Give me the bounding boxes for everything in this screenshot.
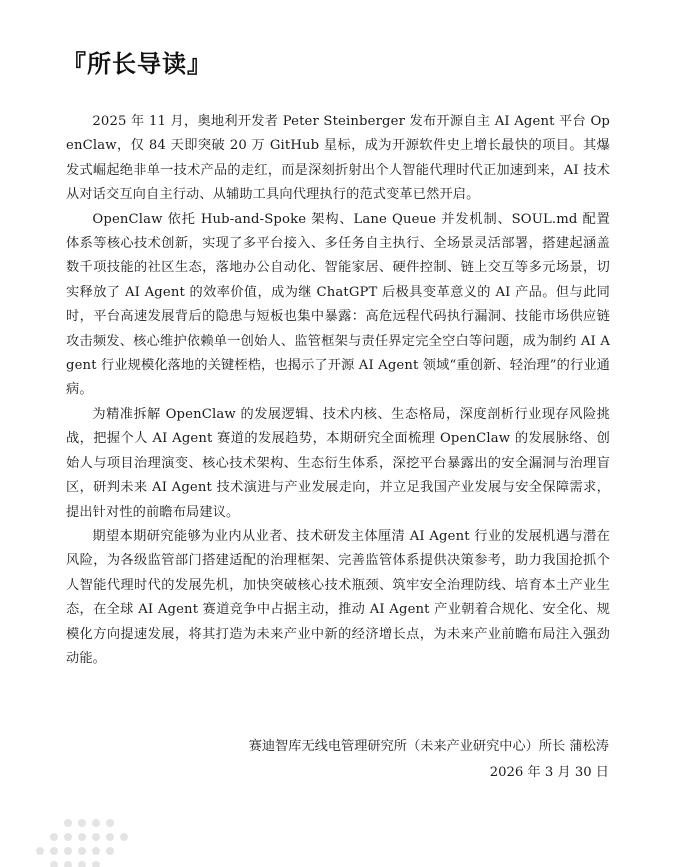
- signature-block: [249, 734, 609, 786]
- page-title: 『所长导读』: [62, 49, 212, 78]
- signature-author: 赛迪智库无线电管理研究所（未来产业研究中心）所长 蒲松涛: [248, 739, 609, 754]
- paragraph-3: 为精准拆解 OpenClaw 的发展逻辑、技术内核、生态格局，深度剖析行业现存风险挑战，把握个人 AI Agent 赛道的发展趋势，本期研究全面梳理 OpenClaw 的发展脉络、创始人与项目治理演变、核心技术架构、生态衍生体系，深挖平台暴露出的安全漏洞与治理盲区，研判未来 AI Agent 技术演进与产业发展走向，并立足我国产业发展与安全保障需求，提出针对性的前瞻布局建议。: [66, 406, 610, 520]
- paragraph-2: OpenClaw 依托 Hub-and-Spoke 架构、Lane Queue 并发机制、SOUL.md 配置体系等核心技术创新，实现了多平台接入、多任务自主执行、全场景灵活部署，搭建起涵盖数千项技能的社区生态，落地办公自动化、智能家居、硬件控制、链上交互等多元场景，切实释放了 AI Agent 的效率价值，成为继 ChatGPT 后极具变革意义的 AI 产品。但与此同时，平台高速发展背后的隐患与短板也集中暴露：高危远程代码执行漏洞、技能市场供应链攻击频发、核心维护依赖单一创始人、监管框架与责任界定完全空白等问题，成为制约 AI Agent 行业规模化落地的关键桎梏，也揭示了开源 AI Agent 领域“重创新、轻治理”的行业通病。: [66, 211, 610, 398]
- preface-body: [66, 110, 610, 671]
- signature-date: 2026 年 3 月 30 日: [489, 765, 609, 780]
- dot-pattern-icon: [30, 815, 140, 867]
- paragraph-1: 2025 年 11 月，奥地利开发者 Peter Steinberger 发布开源自主 AI Agent 平台 OpenClaw，仅 84 天即突破 20 万 GitHub 星标，成为开源软件史上增长最快的项目。其爆发式崛起绝非单一技术产品的走红，而是深刻折射出个人智能代理时代正加速到来，AI 技术从对话交互向自主行动、从辅助工具向代理执行的范式变革已然开启。: [66, 114, 610, 203]
- paragraph-4: 期望本期研究能够为业内从业者、技术研发主体厘清 AI Agent 行业的发展机遇与潜在风险，为各级监管部门搭建适配的治理框架、完善监管体系提供决策参考，助力我国抢抓个人智能代理时代的发展先机，加快突破核心技术瓶颈、筑牢安全治理防线、培育本土产业生态，在全球 AI Agent 赛道竞争中占据主动，推动 AI Agent 产业朝着合规化、安全化、规模化方向提速发展，将其打造为未来产业中新的经济增长点，为未来产业前瞻布局注入强劲动能。: [66, 528, 610, 666]
